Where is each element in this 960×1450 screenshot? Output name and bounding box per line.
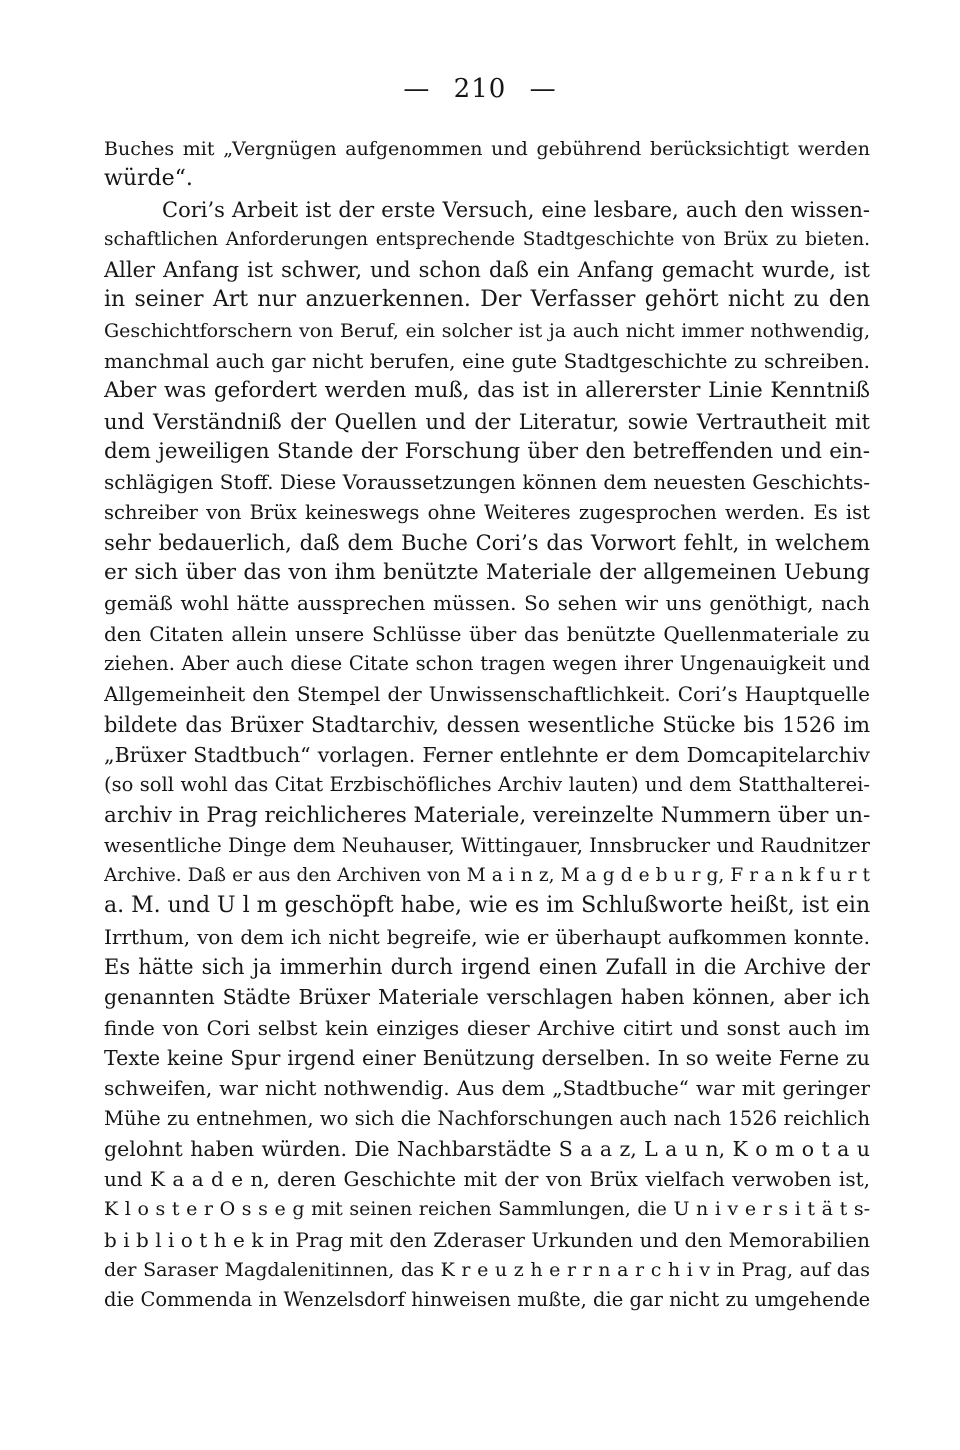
- text-line: b i b l i o t h e k in Prag mit den Zderaser Urkunden und den Memorabilien: [104, 1227, 870, 1252]
- text-line: ziehen. Aber auch diese Citate schon tragen wegen ihrer Ungenauigkeit und: [104, 652, 870, 676]
- text-line: Irrthum, von dem ich nicht begreife, wie er überhaupt aufkommen konnte.: [104, 924, 870, 949]
- text-line: sehr bedauerlich, daß dem Buche Cori’s das Vorwort fehlt, in welchem: [104, 530, 870, 555]
- page-number-value: 210: [453, 74, 507, 104]
- page-number: [0, 74, 960, 104]
- text-line: K l o s t e r O s s e g mit seinen reichen Sammlungen, die U n i v e r s i t ä t s-: [104, 1198, 870, 1221]
- text-line: finde von Cori selbst kein einziges dieser Archive citirt und sonst auch im: [104, 1015, 870, 1040]
- text-line: genannten Städte Brüxer Materiale verschlagen haben können, aber ich: [104, 985, 870, 1010]
- text-line: „Brüxer Stadtbuch“ vorlagen. Ferner entlehnte er dem Domcapitelarchiv: [104, 742, 870, 767]
- text-line: Geschichtforschern von Beruf, ein solcher ist ja auch nicht immer nothwendig,: [104, 319, 870, 342]
- text-line: und Verständniß der Quellen und der Literatur, sowie Vertrautheit mit: [104, 409, 870, 434]
- text-line: Es hätte sich ja immerhin durch irgend einen Zufall in die Archive der: [104, 955, 870, 980]
- text-line: Aber was gefordert werden muß, das ist in allererster Linie Kenntniß: [104, 378, 870, 404]
- text-line: gemäß wohl hätte aussprechen müssen. So sehen wir uns genöthigt, nach: [104, 591, 870, 616]
- text-line: Archive. Daß er aus den Archiven von M a i n z, M a g d e b u r g, F r a n k f u r t: [104, 865, 870, 887]
- text-line: manchmal auch gar nicht berufen, eine gute Stadtgeschichte zu schreiben.: [104, 349, 870, 374]
- text-line: archiv in Prag reichlicheres Materiale, vereinzelte Nummern über un-: [104, 802, 870, 828]
- text-line: Allgemeinheit den Stempel der Unwissenschaftlichkeit. Cori’s Hauptquelle: [104, 682, 870, 707]
- text-line: wesentliche Dinge dem Neuhauser, Wittingauer, Innsbrucker und Raudnitzer: [104, 833, 870, 857]
- page-number-dash-right: —: [529, 74, 557, 104]
- text-line: in seiner Art nur anzuerkennen. Der Verfasser gehört nicht zu den: [104, 287, 870, 313]
- text-line: schaftlichen Anforderungen entsprechende Stadtgeschichte von Brüx zu bieten.: [104, 228, 870, 250]
- page-number-dash-left: —: [403, 74, 431, 104]
- body-text: [104, 134, 870, 1316]
- text-line: Aller Anfang ist schwer, und schon daß ein Anfang gemacht wurde, ist: [104, 258, 870, 283]
- text-line: Buches mit „Vergnügen aufgenommen und gebührend berücksichtigt werden: [104, 138, 870, 160]
- text-line: schweifen, war nicht nothwendig. Aus dem „Stadtbuche“ war mit geringer: [104, 1076, 870, 1101]
- text-line: schlägigen Stoff. Diese Voraussetzungen können dem neuesten Geschichts-: [104, 470, 870, 495]
- text-line: würde“.: [104, 166, 193, 192]
- text-line: bildete das Brüxer Stadtarchiv, dessen wesentliche Stücke bis 1526 im: [104, 712, 870, 737]
- text-line: die Commenda in Wenzelsdorf hinweisen mußte, die gar nicht zu umgehende: [104, 1288, 870, 1312]
- text-line: der Saraser Magdalenitinnen, das K r e u z h e r r n a r c h i v in Prag, auf das: [104, 1258, 870, 1281]
- text-line: a. M. und U l m geschöpft habe, wie es im Schlußworte heißt, ist ein: [104, 893, 870, 919]
- text-line: und K a a d e n, deren Geschichte mit der von Brüx vielfach verwoben ist,: [104, 1167, 870, 1192]
- text-line: schreiber von Brüx keineswegs ohne Weiteres zugesprochen werden. Es ist: [104, 500, 870, 524]
- text-line: dem jeweiligen Stande der Forschung über den betreffenden und ein-: [104, 438, 870, 464]
- text-line: den Citaten allein unsere Schlüsse über das benützte Quellenmateriale zu: [104, 621, 870, 646]
- text-line: Texte keine Spur irgend einer Benützung derselben. In so weite Ferne zu: [104, 1045, 870, 1070]
- text-line: er sich über das von ihm benützte Materiale der allgemeinen Uebung: [104, 560, 870, 586]
- text-line: Cori’s Arbeit ist der erste Versuch, eine lesbare, auch den wissen-: [162, 197, 870, 222]
- text-line: gelohnt haben würden. Die Nachbarstädte S a a z, L a u n, K o m o t a u: [104, 1136, 870, 1161]
- text-line: Mühe zu entnehmen, wo sich die Nachforschungen auch nach 1526 reichlich: [104, 1106, 870, 1130]
- text-line: (so soll wohl das Citat Erzbischöfliches Archiv lauten) und dem Statthalterei-: [104, 773, 870, 797]
